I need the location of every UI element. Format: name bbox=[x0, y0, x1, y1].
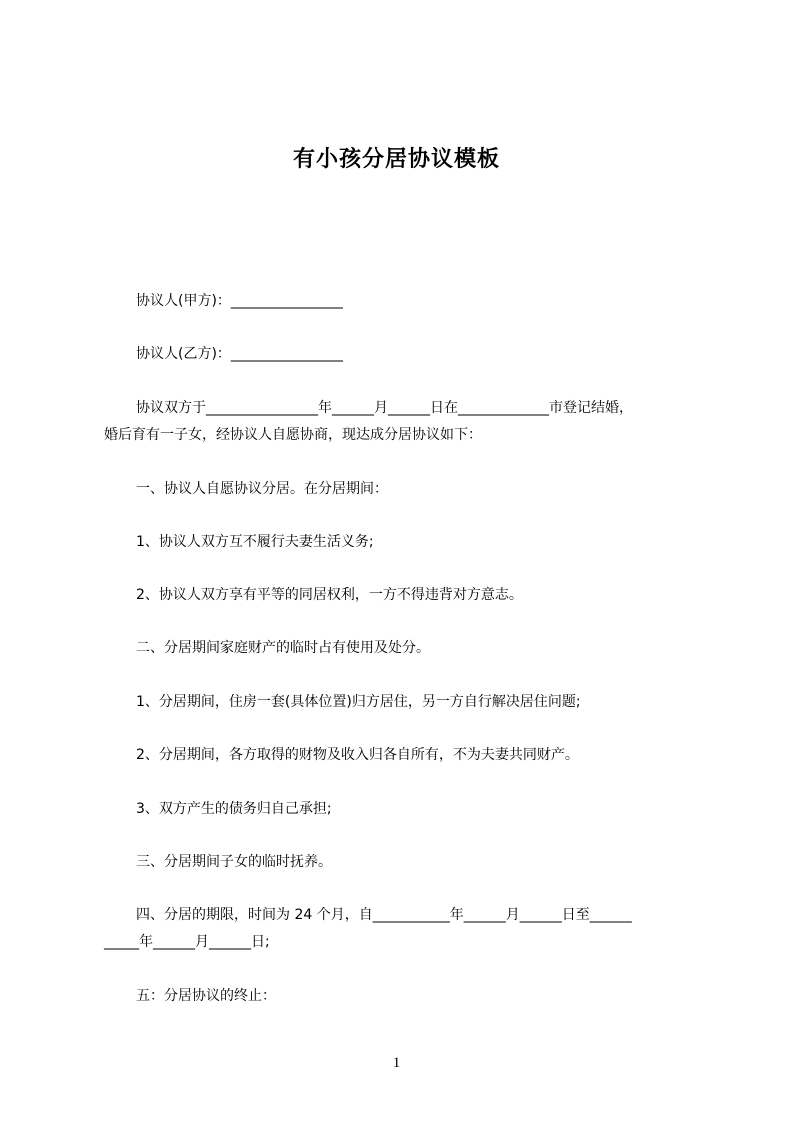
section-one-heading: 一、协议人自愿协议分居。在分居期间： bbox=[136, 481, 388, 497]
section-two-heading: 二、分居期间家庭财产的临时占有使用及处分。 bbox=[136, 640, 430, 656]
marriage-info-line-cont: 婚后育有一子女，经协议人自愿协商，现达成分居协议如下： bbox=[104, 427, 482, 443]
clause-1-1: 1、协议人双方互不履行夫妻生活义务; bbox=[136, 534, 374, 550]
party-b-line: 协议人(乙方)：________________ bbox=[136, 346, 343, 362]
section-four-line-cont: _____年______月______日; bbox=[104, 934, 270, 950]
section-three-heading: 三、分居期间子女的临时抚养。 bbox=[136, 854, 332, 870]
page-number: 1 bbox=[392, 1055, 401, 1071]
party-a-line: 协议人(甲方)：________________ bbox=[136, 293, 343, 309]
section-five-heading: 五：分居协议的终止： bbox=[136, 988, 276, 1004]
clause-2-2: 2、分居期间，各方取得的财物及收入归各自所有，不为夫妻共同财产。 bbox=[136, 747, 579, 763]
section-four-line: 四、分居的期限，时间为 24 个月，自___________年______月______日至______ bbox=[136, 907, 632, 923]
clause-2-3: 3、双方产生的债务归自己承担; bbox=[136, 801, 332, 817]
clause-2-1: 1、分居期间，住房一套(具体位置)归方居住，另一方自行解决居住问题; bbox=[136, 694, 581, 710]
marriage-info-line: 协议双方于________________年______月______日在_____________市登记结婚， bbox=[136, 400, 633, 416]
clause-1-2: 2、协议人双方享有平等的同居权利，一方不得违背对方意志。 bbox=[136, 587, 523, 603]
document-title: 有小孩分居协议模板 bbox=[292, 147, 500, 172]
